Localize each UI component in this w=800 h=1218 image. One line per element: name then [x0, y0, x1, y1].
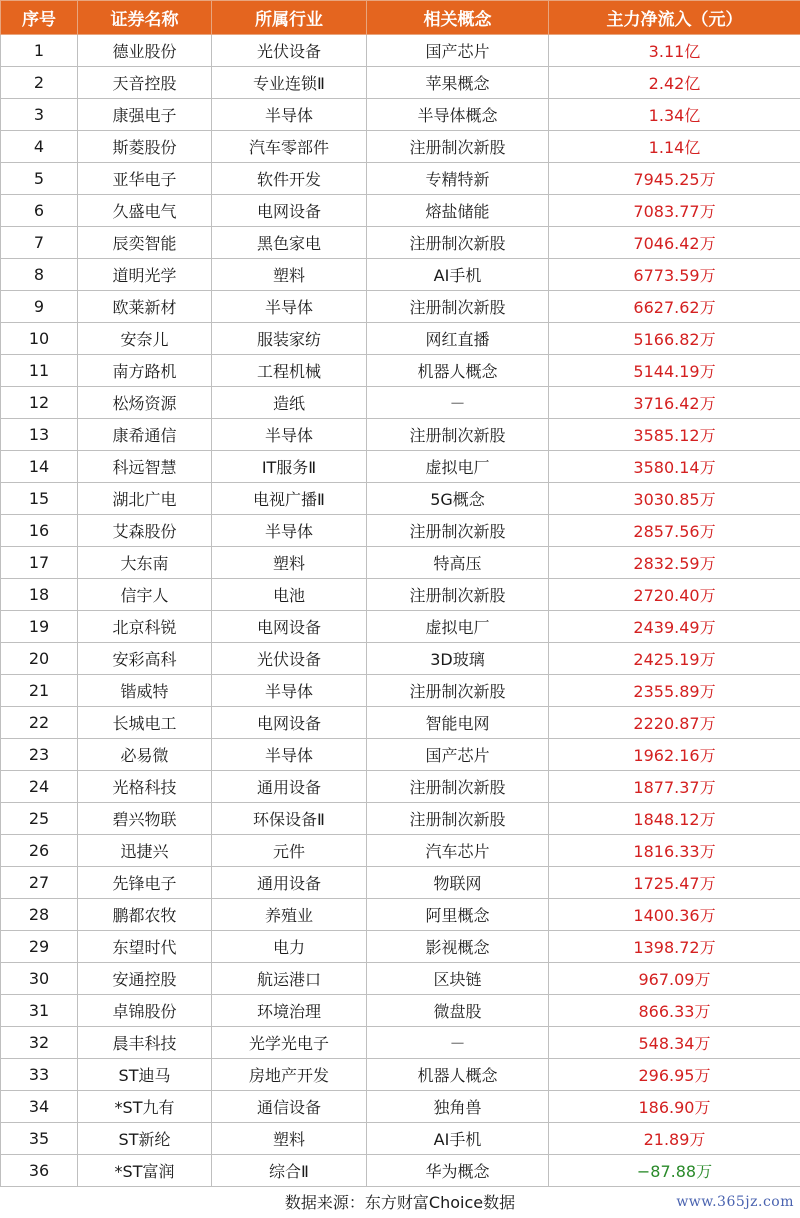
row-index: 2 — [1, 67, 78, 99]
header-security-name: 证券名称 — [78, 1, 212, 35]
net-inflow: 6627.62万 — [549, 291, 800, 323]
industry: 半导体 — [212, 675, 367, 707]
row-index: 20 — [1, 643, 78, 675]
concept: 注册制次新股 — [367, 579, 549, 611]
security-name: 松炀资源 — [78, 387, 212, 419]
net-inflow: 7046.42万 — [549, 227, 800, 259]
net-inflow: 2.42亿 — [549, 67, 800, 99]
security-name: 北京科锐 — [78, 611, 212, 643]
security-name: 必易微 — [78, 739, 212, 771]
header-index: 序号 — [1, 1, 78, 35]
security-name: 大东南 — [78, 547, 212, 579]
row-index: 11 — [1, 355, 78, 387]
industry: 汽车零部件 — [212, 131, 367, 163]
row-index: 19 — [1, 611, 78, 643]
security-name: 南方路机 — [78, 355, 212, 387]
row-index: 3 — [1, 99, 78, 131]
row-index: 10 — [1, 323, 78, 355]
table-row — [1, 867, 800, 899]
concept: 智能电网 — [367, 707, 549, 739]
net-inflow: 1848.12万 — [549, 803, 800, 835]
table-row — [1, 1155, 800, 1187]
table-row — [1, 899, 800, 931]
table-row — [1, 1027, 800, 1059]
industry: 房地产开发 — [212, 1059, 367, 1091]
table-row — [1, 1123, 800, 1155]
row-index: 4 — [1, 131, 78, 163]
security-name: 辰奕智能 — [78, 227, 212, 259]
industry: 电池 — [212, 579, 367, 611]
net-inflow: 1.14亿 — [549, 131, 800, 163]
net-inflow: 6773.59万 — [549, 259, 800, 291]
net-inflow: 5166.82万 — [549, 323, 800, 355]
row-index: 32 — [1, 1027, 78, 1059]
concept: 注册制次新股 — [367, 131, 549, 163]
industry: 综合Ⅱ — [212, 1155, 367, 1187]
table-row — [1, 995, 800, 1027]
net-inflow: 3585.12万 — [549, 419, 800, 451]
concept: 虚拟电厂 — [367, 611, 549, 643]
security-name: 迅捷兴 — [78, 835, 212, 867]
concept: 注册制次新股 — [367, 227, 549, 259]
concept: 苹果概念 — [367, 67, 549, 99]
row-index: 7 — [1, 227, 78, 259]
table-row — [1, 771, 800, 803]
row-index: 1 — [1, 35, 78, 67]
table-row — [1, 451, 800, 483]
row-index: 34 — [1, 1091, 78, 1123]
industry: 通用设备 — [212, 867, 367, 899]
table-row — [1, 803, 800, 835]
concept: 机器人概念 — [367, 355, 549, 387]
net-inflow: 967.09万 — [549, 963, 800, 995]
concept: 微盘股 — [367, 995, 549, 1027]
concept: 虚拟电厂 — [367, 451, 549, 483]
row-index: 22 — [1, 707, 78, 739]
net-inflow: 3716.42万 — [549, 387, 800, 419]
row-index: 25 — [1, 803, 78, 835]
industry: 通信设备 — [212, 1091, 367, 1123]
security-name: 斯菱股份 — [78, 131, 212, 163]
header-concept: 相关概念 — [367, 1, 549, 35]
row-index: 26 — [1, 835, 78, 867]
security-name: 科远智慧 — [78, 451, 212, 483]
net-inflow: 548.34万 — [549, 1027, 800, 1059]
security-name: 湖北广电 — [78, 483, 212, 515]
security-name: 长城电工 — [78, 707, 212, 739]
concept: － — [367, 387, 549, 419]
concept: 华为概念 — [367, 1155, 549, 1187]
concept: 半导体概念 — [367, 99, 549, 131]
row-index: 24 — [1, 771, 78, 803]
net-inflow: 3.11亿 — [549, 35, 800, 67]
row-index: 9 — [1, 291, 78, 323]
table-body — [1, 35, 800, 1187]
net-inflow: 7083.77万 — [549, 195, 800, 227]
security-name: ST迪马 — [78, 1059, 212, 1091]
security-name: 安彩高科 — [78, 643, 212, 675]
industry: 专业连锁Ⅱ — [212, 67, 367, 99]
net-inflow: 2220.87万 — [549, 707, 800, 739]
table-row — [1, 643, 800, 675]
table-row — [1, 419, 800, 451]
row-index: 14 — [1, 451, 78, 483]
industry: 环保设备Ⅱ — [212, 803, 367, 835]
security-name: ST新纶 — [78, 1123, 212, 1155]
net-inflow: 296.95万 — [549, 1059, 800, 1091]
row-index: 30 — [1, 963, 78, 995]
table-row — [1, 195, 800, 227]
concept: 独角兽 — [367, 1091, 549, 1123]
table-row — [1, 131, 800, 163]
table-row — [1, 611, 800, 643]
concept: － — [367, 1027, 549, 1059]
industry: 电网设备 — [212, 195, 367, 227]
industry: 通用设备 — [212, 771, 367, 803]
net-inflow: 1398.72万 — [549, 931, 800, 963]
row-index: 36 — [1, 1155, 78, 1187]
concept: 阿里概念 — [367, 899, 549, 931]
row-index: 13 — [1, 419, 78, 451]
security-name: 卓锦股份 — [78, 995, 212, 1027]
net-inflow: 7945.25万 — [549, 163, 800, 195]
industry: 半导体 — [212, 515, 367, 547]
industry: 造纸 — [212, 387, 367, 419]
table-row — [1, 707, 800, 739]
net-inflow: 1725.47万 — [549, 867, 800, 899]
security-name: 天音控股 — [78, 67, 212, 99]
table-row — [1, 99, 800, 131]
security-name: *ST九有 — [78, 1091, 212, 1123]
security-name: 欧莱新材 — [78, 291, 212, 323]
net-inflow: 1877.37万 — [549, 771, 800, 803]
table-row — [1, 291, 800, 323]
net-inflow: 2439.49万 — [549, 611, 800, 643]
table-row — [1, 579, 800, 611]
net-inflow: 2857.56万 — [549, 515, 800, 547]
industry: 电视广播Ⅱ — [212, 483, 367, 515]
concept: 机器人概念 — [367, 1059, 549, 1091]
security-name: 道明光学 — [78, 259, 212, 291]
industry: 塑料 — [212, 547, 367, 579]
industry: 半导体 — [212, 99, 367, 131]
table-row — [1, 835, 800, 867]
net-inflow: 2425.19万 — [549, 643, 800, 675]
table-row — [1, 931, 800, 963]
industry: 塑料 — [212, 1123, 367, 1155]
net-inflow: 1962.16万 — [549, 739, 800, 771]
security-name: 光格科技 — [78, 771, 212, 803]
row-index: 5 — [1, 163, 78, 195]
net-inflow: 1.34亿 — [549, 99, 800, 131]
industry: 黑色家电 — [212, 227, 367, 259]
net-inflow: 3030.85万 — [549, 483, 800, 515]
table-row — [1, 739, 800, 771]
row-index: 15 — [1, 483, 78, 515]
table-row — [1, 675, 800, 707]
table-row — [1, 259, 800, 291]
concept: 5G概念 — [367, 483, 549, 515]
row-index: 6 — [1, 195, 78, 227]
security-name: 康希通信 — [78, 419, 212, 451]
row-index: 29 — [1, 931, 78, 963]
table-row — [1, 67, 800, 99]
table-row — [1, 963, 800, 995]
industry: 半导体 — [212, 291, 367, 323]
security-name: 安通控股 — [78, 963, 212, 995]
table-row — [1, 227, 800, 259]
security-name: 东望时代 — [78, 931, 212, 963]
net-inflow: −87.88万 — [549, 1155, 800, 1187]
security-name: 信宇人 — [78, 579, 212, 611]
industry: 电力 — [212, 931, 367, 963]
industry: 光伏设备 — [212, 643, 367, 675]
row-index: 16 — [1, 515, 78, 547]
row-index: 23 — [1, 739, 78, 771]
table-row — [1, 547, 800, 579]
security-name: 艾森股份 — [78, 515, 212, 547]
concept: 国产芯片 — [367, 35, 549, 67]
net-inflow: 2355.89万 — [549, 675, 800, 707]
table-row — [1, 387, 800, 419]
row-index: 28 — [1, 899, 78, 931]
footer — [0, 1186, 800, 1218]
security-name: 先锋电子 — [78, 867, 212, 899]
row-index: 8 — [1, 259, 78, 291]
row-index: 12 — [1, 387, 78, 419]
row-index: 27 — [1, 867, 78, 899]
concept: 专精特新 — [367, 163, 549, 195]
net-inflow: 2720.40万 — [549, 579, 800, 611]
security-name: 晨丰科技 — [78, 1027, 212, 1059]
net-inflow: 1400.36万 — [549, 899, 800, 931]
table-row — [1, 515, 800, 547]
table-header-row — [1, 1, 800, 35]
security-name: *ST富润 — [78, 1155, 212, 1187]
industry: 电网设备 — [212, 611, 367, 643]
concept: 注册制次新股 — [367, 419, 549, 451]
header-industry: 所属行业 — [212, 1, 367, 35]
concept: 注册制次新股 — [367, 771, 549, 803]
security-name: 安奈儿 — [78, 323, 212, 355]
security-name: 久盛电气 — [78, 195, 212, 227]
net-inflow: 3580.14万 — [549, 451, 800, 483]
security-name: 鹏都农牧 — [78, 899, 212, 931]
industry: 服装家纺 — [212, 323, 367, 355]
table-row — [1, 483, 800, 515]
concept: 3D玻璃 — [367, 643, 549, 675]
concept: AI手机 — [367, 259, 549, 291]
concept: 区块链 — [367, 963, 549, 995]
industry: 半导体 — [212, 419, 367, 451]
row-index: 33 — [1, 1059, 78, 1091]
header-net-inflow: 主力净流入（元） — [549, 1, 800, 35]
concept: 熔盐储能 — [367, 195, 549, 227]
data-source-note: 数据来源：东方财富Choice数据 — [284, 1193, 516, 1212]
table-row — [1, 355, 800, 387]
industry: 电网设备 — [212, 707, 367, 739]
industry: 工程机械 — [212, 355, 367, 387]
industry: 软件开发 — [212, 163, 367, 195]
table-row — [1, 163, 800, 195]
industry: 光学光电子 — [212, 1027, 367, 1059]
concept: 汽车芯片 — [367, 835, 549, 867]
table-row — [1, 35, 800, 67]
watermark: www.365jz.com — [676, 1194, 794, 1210]
net-inflow: 2832.59万 — [549, 547, 800, 579]
industry: 航运港口 — [212, 963, 367, 995]
row-index: 35 — [1, 1123, 78, 1155]
row-index: 17 — [1, 547, 78, 579]
concept: 网红直播 — [367, 323, 549, 355]
net-inflow: 186.90万 — [549, 1091, 800, 1123]
net-inflow: 21.89万 — [549, 1123, 800, 1155]
industry: IT服务Ⅱ — [212, 451, 367, 483]
concept: 国产芯片 — [367, 739, 549, 771]
concept: 注册制次新股 — [367, 803, 549, 835]
industry: 塑料 — [212, 259, 367, 291]
security-name: 锴威特 — [78, 675, 212, 707]
concept: AI手机 — [367, 1123, 549, 1155]
net-inflow: 1816.33万 — [549, 835, 800, 867]
row-index: 31 — [1, 995, 78, 1027]
concept: 注册制次新股 — [367, 515, 549, 547]
industry: 养殖业 — [212, 899, 367, 931]
industry: 半导体 — [212, 739, 367, 771]
row-index: 21 — [1, 675, 78, 707]
concept: 特高压 — [367, 547, 549, 579]
industry: 光伏设备 — [212, 35, 367, 67]
net-inflow: 5144.19万 — [549, 355, 800, 387]
industry: 环境治理 — [212, 995, 367, 1027]
security-name: 亚华电子 — [78, 163, 212, 195]
row-index: 18 — [1, 579, 78, 611]
security-name: 碧兴物联 — [78, 803, 212, 835]
table-row — [1, 1091, 800, 1123]
security-name: 德业股份 — [78, 35, 212, 67]
table-row — [1, 1059, 800, 1091]
industry: 元件 — [212, 835, 367, 867]
concept: 注册制次新股 — [367, 675, 549, 707]
concept: 物联网 — [367, 867, 549, 899]
concept: 影视概念 — [367, 931, 549, 963]
net-inflow: 866.33万 — [549, 995, 800, 1027]
table-row — [1, 323, 800, 355]
security-name: 康强电子 — [78, 99, 212, 131]
concept: 注册制次新股 — [367, 291, 549, 323]
